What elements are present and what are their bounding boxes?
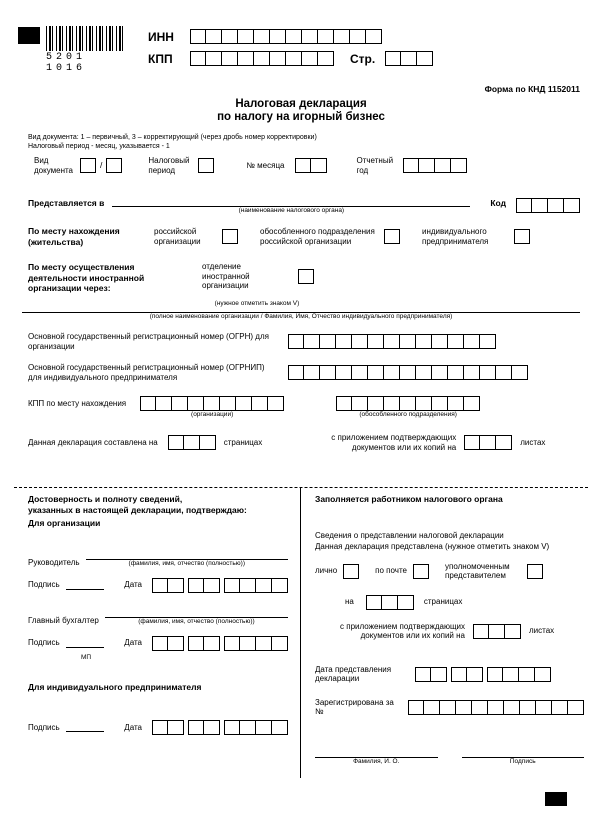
kpp-cells[interactable] [190, 51, 334, 66]
accountant-date-label: Дата [124, 638, 142, 648]
tax-period-cell[interactable] [198, 158, 214, 173]
in-person-label: лично [315, 566, 338, 576]
by-mail-label: по почте [375, 566, 407, 576]
registration-number-row [315, 698, 584, 717]
checkbox-separate-subdivision[interactable] [384, 229, 400, 244]
head-label: Руководитель [28, 558, 80, 567]
month-number-label: № месяца [246, 160, 285, 170]
pages-count-label: Данная декларация составлена на [28, 437, 158, 447]
ogrn-cells[interactable] [288, 334, 496, 349]
date-month-cells[interactable] [188, 578, 220, 593]
date-year-cells[interactable] [487, 667, 551, 682]
checkbox-in-person[interactable] [343, 564, 359, 579]
attachments-count-cells[interactable] [464, 435, 512, 450]
attachments-label: с приложением подтверждающих документов или их копий на [331, 433, 457, 452]
pages-suffix: страницах [223, 437, 263, 447]
date-day-cells[interactable] [415, 667, 447, 682]
date-day-cells[interactable] [152, 636, 184, 651]
note-doc-type: Вид документа: 1 – первичный, 3 – корректирующий (через дробь номер корректировки) [28, 134, 317, 141]
for-organization-label: Для организации [28, 518, 101, 528]
kpp-subdivision-cells[interactable] [336, 396, 480, 411]
left-signature-column [14, 488, 301, 778]
tax-period-label: Налоговый период [148, 156, 190, 175]
page-number-cells[interactable] [385, 51, 433, 66]
submission-date-row [315, 665, 584, 684]
head-name-row [28, 551, 288, 568]
registration-number-cells[interactable] [408, 700, 584, 715]
entrepreneur-signature-line[interactable] [66, 723, 105, 732]
accountant-signature-label: Подпись [28, 638, 60, 648]
ogrn-label: Основной государственный регистрационный номер (ОГРН) для организации [28, 332, 269, 351]
inn-cells[interactable] [190, 29, 382, 44]
header-id-fields [148, 29, 433, 73]
accountant-label: Главный бухгалтер [28, 616, 99, 625]
doc-type-slash: / [100, 160, 103, 171]
note-tax-period: Налоговый период - месяц, указывается - 1 [28, 143, 170, 150]
official-signoff-row [315, 749, 584, 766]
on-label: на [345, 597, 354, 607]
date-day-cells[interactable] [152, 720, 184, 735]
report-year-label: Отчетный год [356, 156, 394, 175]
submitted-to-row [28, 198, 580, 215]
date-year-cells[interactable] [224, 636, 288, 651]
accountant-signature-line[interactable] [66, 639, 105, 648]
org-name-field [22, 305, 580, 321]
doc-type-cell-correction[interactable] [106, 158, 122, 173]
by-representative-label: уполномоченным представителем [444, 561, 510, 580]
barcode-digits: 5201 1016 [46, 52, 87, 74]
official-attachments-row [315, 622, 584, 641]
corner-mark-top-left-icon [18, 27, 40, 44]
kpp-label: КПП [148, 51, 173, 66]
submission-date-label: Дата представления декларации [315, 664, 392, 683]
tax-authority-caption: (наименование налогового органа) [238, 207, 345, 214]
location-label: По месту нахождения (жительства) [28, 226, 120, 247]
org-name-line[interactable] [22, 305, 580, 313]
barcode [46, 26, 126, 74]
foreign-branch-label: отделение иностранной организации [202, 262, 250, 290]
form-title-line1: Налоговая декларация [235, 98, 367, 110]
date-month-cells[interactable] [188, 720, 220, 735]
location-option-russian-org-label: российской организации [154, 227, 201, 246]
checkbox-by-mail[interactable] [413, 564, 429, 579]
ogrnip-row [28, 363, 580, 382]
foreign-org-row [28, 262, 314, 308]
document-row [34, 156, 467, 175]
signature-section [14, 487, 588, 778]
confirm-line1: Достоверность и полноту сведений, [28, 494, 183, 504]
page-label: Стр. [350, 51, 376, 66]
accountant-signature-row [28, 636, 288, 651]
official-name-caption: Фамилия, И. О. [353, 758, 400, 765]
official-pages-cells[interactable] [366, 595, 414, 610]
accountant-name-line[interactable] [105, 609, 288, 618]
checkbox-foreign-org-branch[interactable] [298, 269, 314, 284]
official-signature-caption: Подпись [509, 758, 536, 765]
ogrnip-cells[interactable] [288, 365, 528, 380]
entrepreneur-sign-date-cells[interactable] [152, 720, 288, 735]
form-code: Форма по КНД 1152011 [484, 84, 580, 94]
mark-with-v-note: (нужное отметить знаком V) [214, 299, 300, 307]
location-row [28, 226, 530, 247]
attachments-suffix: листах [520, 437, 546, 447]
tax-authority-name-line[interactable] [112, 198, 470, 207]
org-name-caption: (полное наименование организации / Фамилия, Имя, Отчество индивидуального предпринимателя) [149, 313, 453, 320]
date-month-cells[interactable] [188, 636, 220, 651]
submission-info-title: Сведения о представлении налоговой декларации [315, 530, 504, 540]
doc-type-notes [28, 133, 317, 151]
registration-number-label: Зарегистрирована за № [315, 697, 394, 716]
confirm-line2: указанных в настоящей декларации, подтверждаю: [28, 504, 247, 515]
date-year-cells[interactable] [224, 578, 288, 593]
head-signature-line[interactable] [66, 581, 105, 590]
official-use-column [301, 488, 588, 778]
stamp-place-label: МП [80, 653, 92, 661]
checkbox-individual-entrepreneur[interactable] [514, 229, 530, 244]
barcode-bars-icon [46, 26, 124, 51]
accountant-name-caption: (фамилия, имя, отчество (полностью)) [138, 617, 255, 625]
form-title-line2: по налогу на игорный бизнес [217, 111, 385, 123]
official-signature-line[interactable] [462, 749, 585, 758]
date-day-cells[interactable] [152, 578, 184, 593]
submission-choices-row [315, 562, 584, 581]
report-year-cells[interactable] [403, 158, 467, 173]
entrepreneur-date-label: Дата [124, 722, 142, 732]
head-date-label: Дата [124, 580, 142, 590]
official-pages-row [345, 595, 584, 610]
kpp-org-cells[interactable] [140, 396, 284, 411]
official-name-line[interactable] [315, 749, 438, 758]
kpp-location-row [28, 396, 480, 419]
head-signature-label: Подпись [28, 580, 60, 590]
location-option-entrepreneur-label: индивидуального предпринимателя [422, 227, 489, 246]
checkbox-by-representative[interactable] [527, 564, 543, 579]
submitted-by-label: Данная декларация представлена (нужное отметить знаком V) [315, 542, 550, 551]
official-pages-suffix: страницах [423, 597, 463, 607]
official-attachments-cells[interactable] [473, 624, 521, 639]
corner-mark-bottom-right-icon [545, 792, 567, 806]
kpp-subdivision-caption: (обособленного подразделения) [359, 411, 457, 418]
foreign-org-label: По месту осуществления деятельности иностранной организации через: [28, 262, 145, 293]
tax-authority-code-cells[interactable] [516, 198, 580, 213]
official-attachments-suffix: листах [529, 626, 555, 636]
official-attachments-label: с приложением подтверждающих документов или их копий на [340, 621, 465, 640]
doc-type-label: Вид документа [34, 156, 74, 175]
location-option-subdivision-label: обособленного подразделения российской организации [260, 227, 375, 246]
submission-date-cells[interactable] [415, 667, 551, 682]
head-name-line[interactable] [86, 551, 288, 560]
for-entrepreneur-label: Для индивидуального предпринимателя [28, 681, 202, 692]
inn-label: ИНН [148, 29, 174, 44]
official-use-title: Заполняется работником налогового органа [315, 494, 503, 504]
doc-type-cell-primary[interactable] [80, 158, 96, 173]
ogrn-row [28, 332, 580, 351]
entrepreneur-signature-row [28, 720, 288, 735]
head-signature-row [28, 578, 288, 593]
checkbox-russian-org[interactable] [222, 229, 238, 244]
ogrnip-label: Основной государственный регистрационный номер (ОГРНИП) для индивидуального предпринимателя [28, 363, 265, 382]
submitted-to-label: Представляется в [28, 198, 105, 208]
entrepreneur-signature-label: Подпись [28, 722, 60, 732]
pages-count-cells[interactable] [168, 435, 216, 450]
form-title [0, 98, 602, 124]
head-name-caption: (фамилия, имя, отчество (полностью)) [128, 559, 245, 567]
kpp-org-caption: (организации) [191, 411, 234, 418]
date-year-cells[interactable] [224, 720, 288, 735]
tax-authority-code-label: Код [490, 198, 506, 208]
month-number-cells[interactable] [295, 158, 327, 173]
pages-row [28, 433, 580, 452]
head-sign-date-cells[interactable] [152, 578, 288, 593]
kpp-location-label: КПП по месту нахождения [28, 399, 127, 408]
accountant-sign-date-cells[interactable] [152, 636, 288, 651]
date-month-cells[interactable] [451, 667, 483, 682]
accountant-name-row [28, 609, 288, 626]
